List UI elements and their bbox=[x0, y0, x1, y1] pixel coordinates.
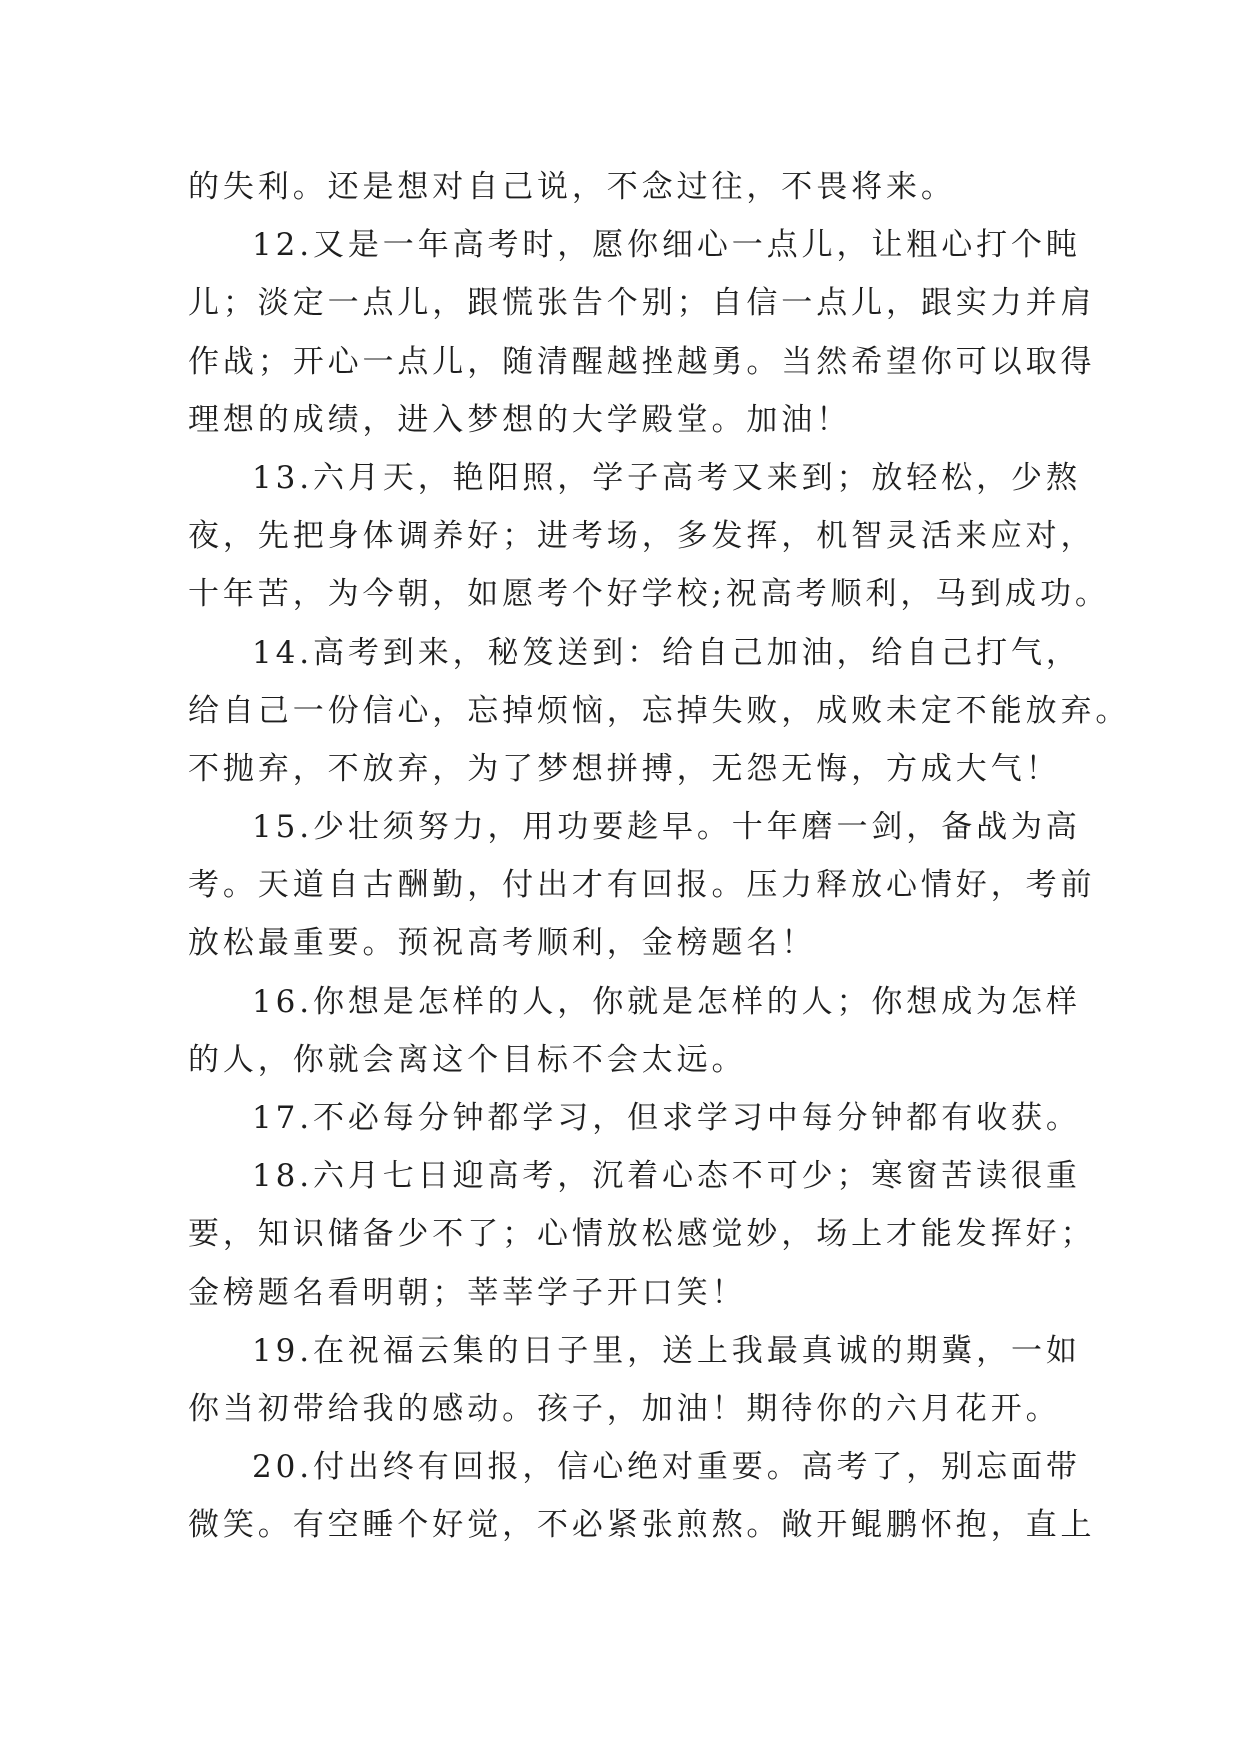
text-line: 微笑。有空睡个好觉，不必紧张煎熬。敞开鲲鹏怀抱，直上 bbox=[188, 1507, 1096, 1544]
document-body bbox=[188, 158, 1131, 1555]
text-line: 夜，先把身体调养好；进考场，多发挥，机智灵活来应对， bbox=[188, 518, 1096, 555]
text-line: 的失利。还是想对自己说，不念过往，不畏将来。 bbox=[188, 169, 956, 205]
text-line: 15.少壮须努力，用功要趁早。十年磨一剑，备战为高 bbox=[252, 809, 1081, 846]
text-line: 作战；开心一点儿，随清醒越挫越勇。当然希望你可以取得 bbox=[188, 343, 1096, 380]
text-line: 18.六月七日迎高考，沉着心态不可少；寒窗苦读很重 bbox=[252, 1158, 1081, 1195]
text-line: 16.你想是怎样的人，你就是怎样的人；你想成为怎样 bbox=[252, 983, 1081, 1020]
text-line: 十年苦，为今朝，如愿考个好学校;祝高考顺利，马到成功。 bbox=[188, 576, 1110, 613]
text-line: 要，知识储备少不了；心情放松感觉妙，场上才能发挥好； bbox=[188, 1216, 1096, 1253]
text-line: 金榜题名看明朝；莘莘学子开口笑！ bbox=[188, 1274, 747, 1311]
text-line: 不抛弃，不放弃，为了梦想拼搏，无怨无悔，方成大气！ bbox=[188, 750, 1061, 787]
text-line: 的人，你就会离这个目标不会太远。 bbox=[188, 1041, 747, 1078]
text-line: 14.高考到来，秘笈送到：给自己加油，给自己打气， bbox=[252, 634, 1081, 671]
text-line: 儿；淡定一点儿，跟慌张告个别；自信一点儿，跟实力并肩 bbox=[188, 285, 1096, 322]
text-line: 17.不必每分钟都学习，但求学习中每分钟都有收获。 bbox=[252, 1100, 1081, 1136]
text-line: 12.又是一年高考时，愿你细心一点儿，让粗心打个盹 bbox=[252, 227, 1081, 264]
text-line: 20.付出终有回报，信心绝对重要。高考了，别忘面带 bbox=[252, 1449, 1081, 1486]
text-line: 你当初带给我的感动。孩子，加油！期待你的六月花开。 bbox=[188, 1390, 1061, 1427]
text-line: 理想的成绩，进入梦想的大学殿堂。加油！ bbox=[188, 401, 852, 438]
text-line: 考。天道自古酬勤，付出才有回报。压力释放心情好，考前 bbox=[188, 867, 1096, 904]
text-line: 13.六月天，艳阳照，学子高考又来到；放轻松，少熬 bbox=[252, 459, 1081, 496]
text-line: 19.在祝福云集的日子里，送上我最真诚的期冀，一如 bbox=[252, 1332, 1081, 1369]
text-line: 给自己一份信心，忘掉烦恼，忘掉失败，成败未定不能放弃。 bbox=[188, 692, 1131, 729]
text-line: 放松最重要。预祝高考顺利，金榜题名！ bbox=[188, 925, 817, 962]
